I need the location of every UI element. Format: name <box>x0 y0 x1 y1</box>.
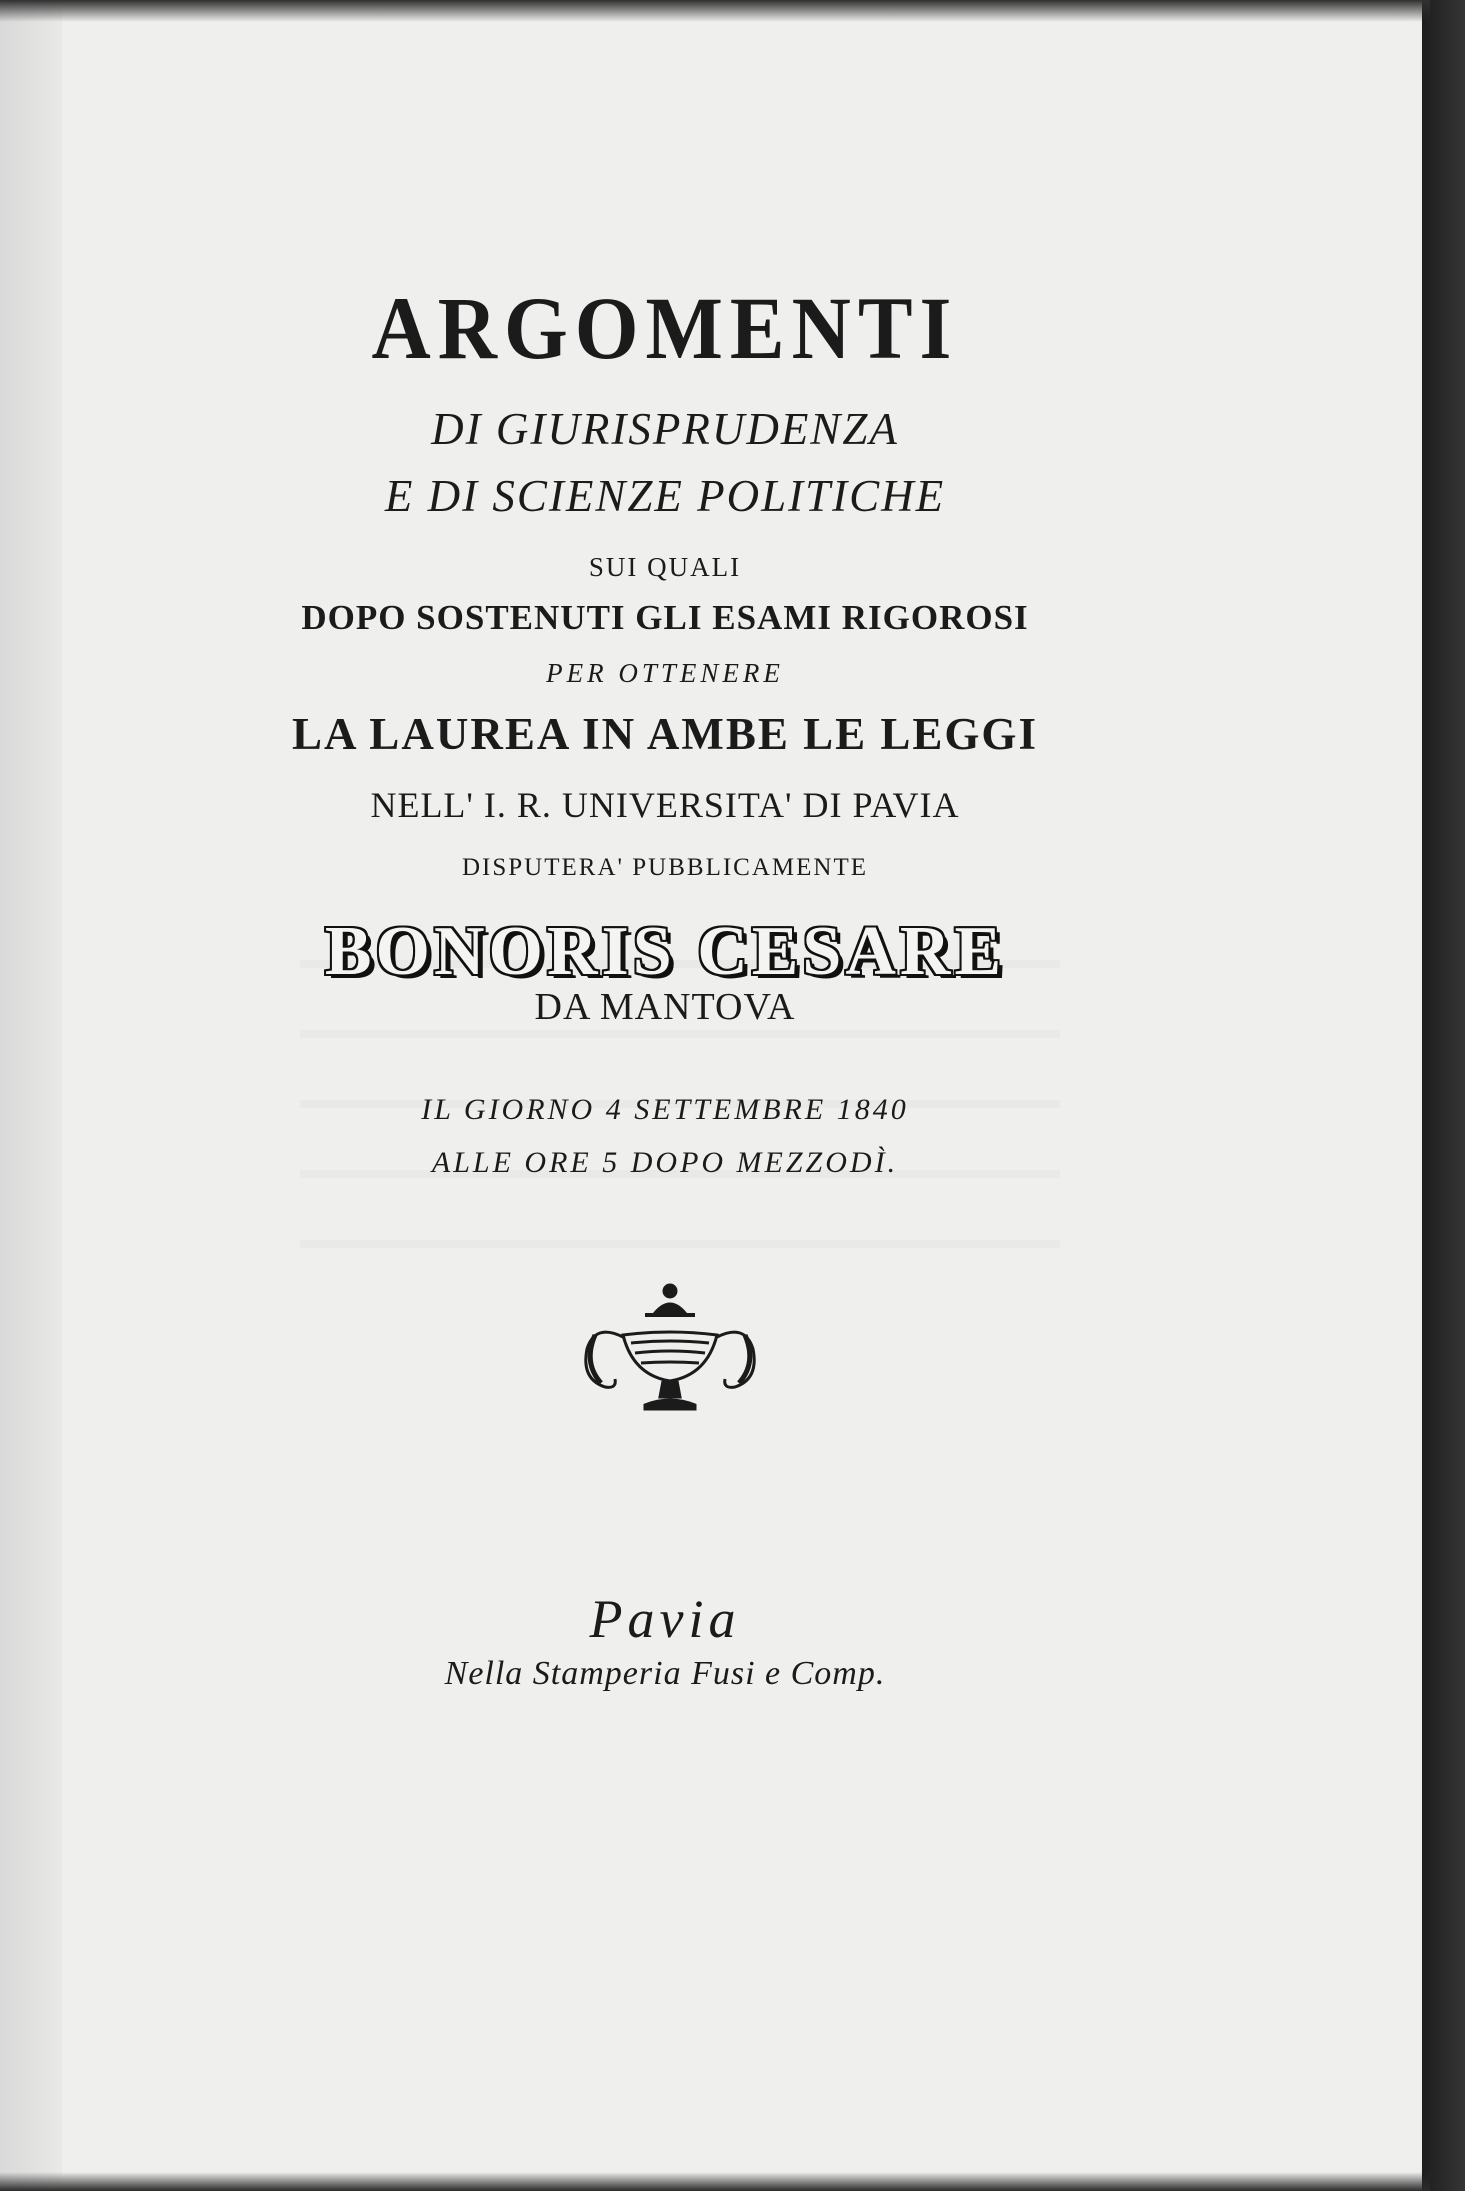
imprint-printer: Nella Stamperia Fusi e Comp. <box>444 1655 886 1692</box>
disputera-line: DISPUTERA' PUBBLICAMENTE <box>462 854 868 881</box>
sui-quali-line: SUI QUALI <box>588 552 742 582</box>
time-line: ALLE ORE 5 DOPO MEZZODÌ. <box>431 1146 899 1179</box>
university-line: NELL' I. R. UNIVERSITA' DI PAVIA <box>370 785 960 825</box>
esami-line: DOPO SOSTENUTI GLI ESAMI RIGOROSI <box>301 598 1029 637</box>
candidate-name: BONORIS CESARE <box>324 913 1006 990</box>
per-ottenere-line: PER OTTENERE <box>546 658 784 688</box>
background-edge <box>1422 0 1465 2191</box>
laurea-line: LA LAUREA IN AMBE LE LEGGI <box>292 709 1038 759</box>
subtitle-line-2: E DI SCIENZE POLITICHE <box>384 471 946 521</box>
imprint-city: Pavia <box>589 1589 741 1649</box>
bottom-shadow <box>0 2172 1430 2191</box>
document-title: ARGOMENTI <box>371 279 959 378</box>
date-line: IL GIORNO 4 SETTEMBRE 1840 <box>421 1093 909 1126</box>
top-shadow <box>0 0 1430 22</box>
subtitle-line-1: DI GIURISPRUDENZA <box>431 404 899 454</box>
urn-ornament-icon <box>575 1283 765 1423</box>
origin-line: DA MANTOVA <box>534 986 796 1028</box>
